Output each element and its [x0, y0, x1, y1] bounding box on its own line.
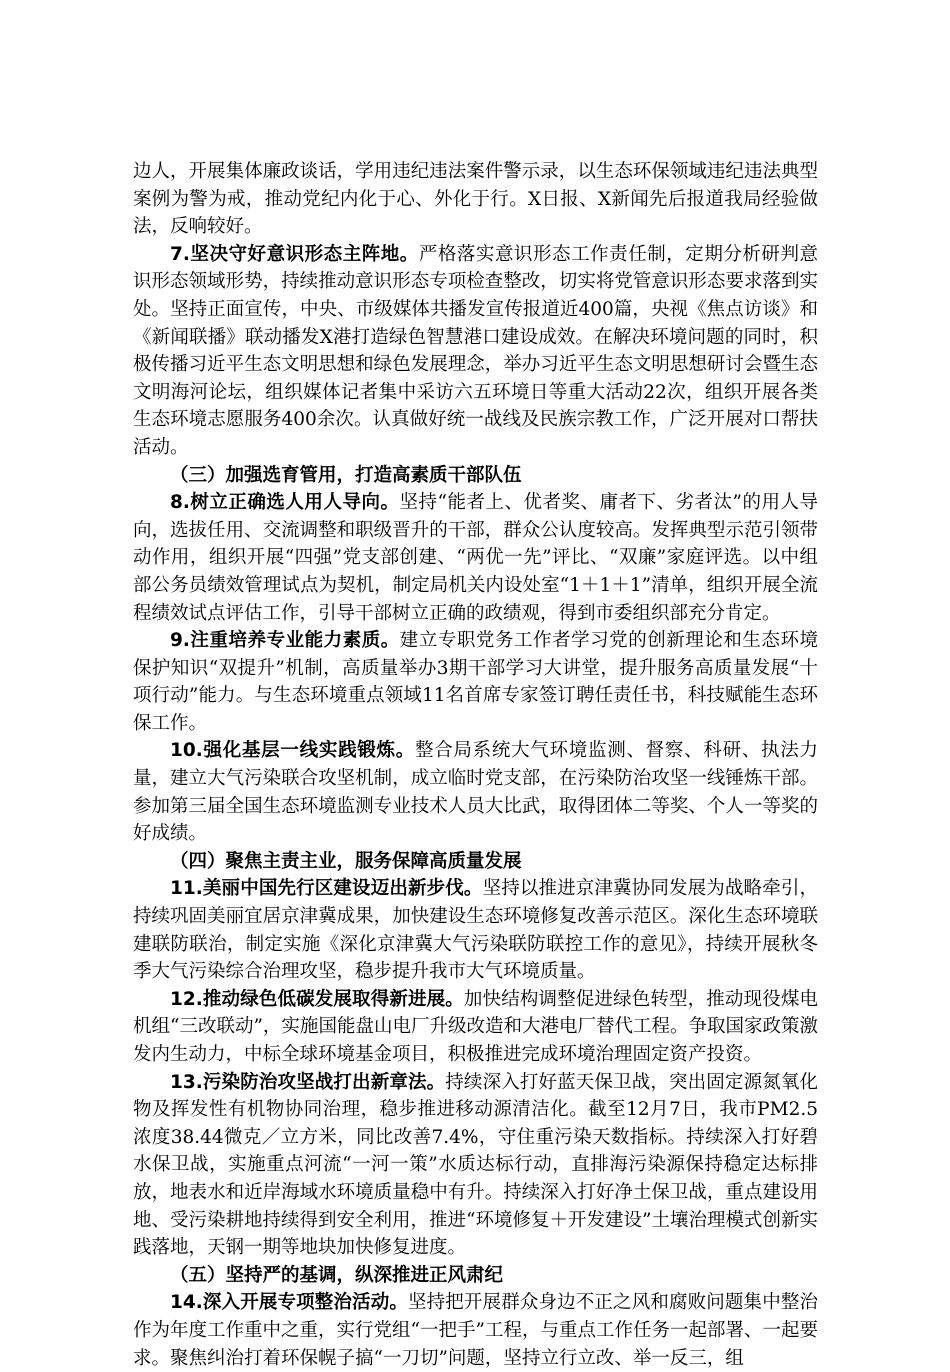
paragraph-13-body: 持续深入打好蓝天保卫战，突出固定源氮氧化物及挥发性有机物协同治理，稳步推进移动源清洁化。截至12月7日，我市PM2.5浓度38.44微克／立方米，同比改善7.4%，守住重污染天数指标。持续深入打好碧水保卫战，实施重点河流“一河一策”水质达标行动，直排海污染源保持稳定达标排放，地表水和近岸海域水环境质量稳中有升。持续深入打好净土保卫战，重点建设用地、受污染耕地持续得到安全利用，推进“环境修复＋开发建设”土壤治理模式创新实践落地，天钢一期等地块加快修复进度。 — [133, 1071, 818, 1259]
paragraph-9-lead: 9.注重培养专业能力素质。 — [170, 630, 400, 652]
paragraph-14-body: 坚持把开展群众身边不正之风和腐败问题集中整治作为年度工作重中之重，实行党组“一把手”工程，与重点工作任务一起部署、一起要求。聚焦纠治打着环保幌子搞“一刀切”问题，坚持立行立改、举一反三，组 — [133, 1292, 818, 1369]
paragraph-7-body: 严格落实意识形态工作责任制，定期分析研判意识形态领域形势，持续推动意识形态专项检查整改，切实将党管意识形态要求落到实处。坚持正面宣传，中央、市级媒体共播发宣传报道近400篇，央视《焦点访谈》和《新闻联播》联动播发X港打造绿色智慧港口建设成效。在解决环境问题的同时，积极传播习近平生态文明思想和绿色发展理念，举办习近平生态文明思想研讨会暨生态文明海河论坛，组织媒体记者集中采访六五环境日等重大活动22次，组织开展各类生态环境志愿服务400余次。认真做好统一战线及民族宗教工作，广泛开展对口帮扶活动。 — [133, 243, 818, 458]
paragraph-12 — [133, 986, 818, 1069]
paragraph-8 — [133, 489, 818, 627]
paragraph-11-body: 坚持以推进京津冀协同发展为战略牵引，持续巩固美丽宜居京津冀成果，加快建设生态环境修复改善示范区。深化生态环境联建联防联治，制定实施《深化京津冀大气污染联防联控工作的意见》，持续开展秋冬季大气污染综合治理攻坚，稳步提升我市大气环境质量。 — [133, 878, 818, 983]
paragraph-13-lead: 13.污染防治攻坚战打出新章法。 — [170, 1071, 446, 1093]
section-heading-5: （五）坚持严的基调，纵深推进正风肃纪 — [170, 1264, 504, 1286]
paragraph-8-body: 坚持“能者上、优者奖、庸者下、劣者汰”的用人导向，选拔任用、交流调整和职级晋升的干部，群众公认度较高。发挥典型示范引领带动作用，组织开展“四强”党支部创建、“两优一先”评比、“双廉”家庭评选。以中组部公务员绩效管理试点为契机，制定局机关内设处室“1＋1＋1”清单，组织开展全流程绩效试点评估工作，引导干部树立正确的政绩观，得到市委组织部充分肯定。 — [133, 492, 818, 624]
paragraph-9 — [133, 627, 818, 737]
paragraph-11 — [133, 875, 818, 985]
paragraph-8-lead: 8.树立正确选人用人导向。 — [170, 492, 400, 514]
paragraph-14 — [133, 1289, 818, 1372]
paragraph-7 — [133, 241, 818, 462]
section-heading-3: （三）加强选育管用，打造高素质干部队伍 — [170, 464, 522, 486]
paragraph-10-body: 整合局系统大气环境监测、督察、科研、执法力量，建立大气污染联合攻坚机制，成立临时党支部，在污染防治攻坚一线锤炼干部。参加第三届全国生态环境监测专业技术人员大比武，取得团体二等奖、个人一等奖的好成绩。 — [133, 740, 818, 845]
paragraph-10-lead: 10.强化基层一线实践锻炼。 — [170, 740, 415, 762]
paragraph-7-lead: 7.坚决守好意识形态主阵地。 — [170, 243, 419, 265]
paragraph-10 — [133, 737, 818, 847]
paragraph-11-lead: 11.美丽中国先行区建设迈出新步伐。 — [170, 878, 483, 900]
paragraph-12-lead: 12.推动绿色低碳发展取得新进展。 — [170, 988, 464, 1010]
paragraph-9-body: 建立专职党务工作者学习党的创新理论和生态环境保护知识“双提升”机制，高质量举办3期干部学习大讲堂，提升服务高质量发展“十项行动”能力。与生态环境重点领域11名首席专家签订聘任责任书，科技赋能生态环保工作。 — [133, 630, 818, 734]
section-heading-4: （四）聚焦主责主业，服务保障高质量发展 — [170, 850, 522, 872]
paragraph-continued: 边人，开展集体廉政谈话，学用违纪违法案件警示录，以生态环保领域违纪违法典型案例为警为戒，推动党纪内化于心、外化于行。X日报、X新闻先后报道我局经验做法，反响较好。 — [133, 161, 818, 238]
paragraph-12-body: 加快结构调整促进绿色转型，推动现役煤电机组“三改联动”，实施国能盘山电厂升级改造和大港电厂替代工程。争取国家政策激发内生动力，中标全球环境基金项目，积极推进完成环境治理固定资产投资。 — [133, 988, 818, 1065]
paragraph-14-lead: 14.深入开展专项整治活动。 — [170, 1292, 408, 1314]
paragraph-13 — [133, 1069, 818, 1262]
